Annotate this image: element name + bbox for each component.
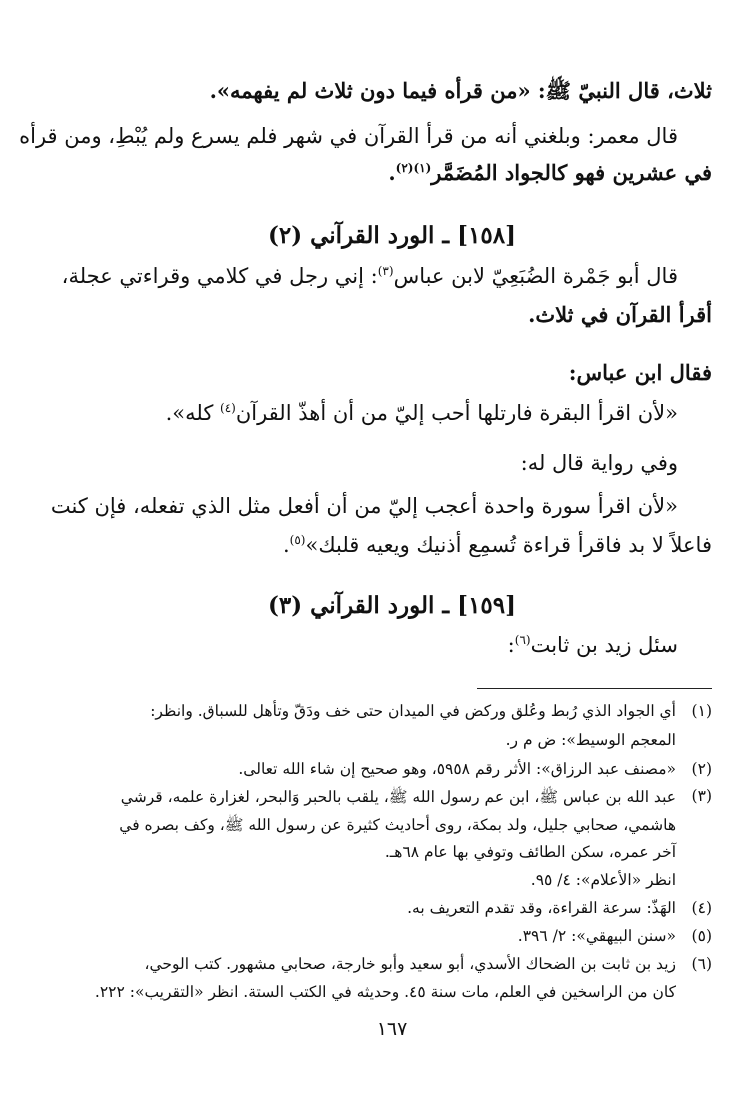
- footnote-text: آخر عمره، سكن الطائف وتوفي بها عام ٦٨هـ.: [384, 843, 676, 861]
- footnote-text: زيد بن ثابت بن الضحاك الأسدي، أبو سعيد وأبو خارجة، صحابي مشهور. كتب الوحي،: [144, 955, 676, 973]
- book-page: [19, 0, 712, 1110]
- paragraph-line: قال معمر: وبلغني أنه من قرأ القرآن في شهر فلم يسرع ولم يُبْطِ، ومن قرأه: [19, 124, 678, 148]
- footnote-text: المعجم الوسيط»: ض م ر.: [505, 731, 676, 749]
- footnote-ref: (١)(٢): [395, 161, 432, 175]
- paragraph-line: قال أبو جَمْرة الضُبَعِيّ لابن عباس$^{(٣)}$: إني رجل في كلامي وقراءتي عجلة،: [61, 264, 678, 288]
- subheading: فقال ابن عباس:: [568, 360, 712, 385]
- paragraph-line: «لأن اقرأ البقرة فارتلها أحب إليّ من أن أهذّ القرآن$^{(٤)}$ كله».: [165, 401, 678, 425]
- footnote-ref: (٣): [377, 264, 394, 278]
- paragraph-line: «لأن اقرأ سورة واحدة أعجب إليّ من أن أفعل مثل الذي تفعله، فإن كنت: [50, 494, 678, 518]
- section-heading: [١٥٩] ـ الورد القرآني (٣): [267, 592, 517, 619]
- footnote-ref: (٤): [220, 401, 236, 415]
- section-heading: [١٥٨] ـ الورد القرآني (٢): [267, 222, 517, 249]
- footnote-number: (٣): [691, 787, 712, 805]
- footnote-text: كان من الراسخين في العلم، مات سنة ٤٥. وحديثه في الكتب الستة. انظر «التقريب»: ٢٢٢.: [94, 983, 676, 1001]
- footnote-text: هاشمي، صحابي جليل، ولد بمكة، روى أحاديث كثيرة عن رسول الله ﷺ، وكف بصره في: [119, 816, 676, 834]
- footnote-number: (١): [691, 702, 712, 720]
- paragraph-line: فاعلاً لا بد فاقرأ قراءة تُسمِع أذنيك ويعيه قلبك»$^{(٥)}$.: [282, 533, 712, 557]
- page-number: ١٦٧: [376, 1018, 408, 1040]
- footnote-number: (٦): [691, 955, 712, 973]
- footnote-number: (٢): [691, 760, 712, 778]
- footnote-text: عبد الله بن عباس ﷺ، ابن عم رسول الله ﷺ، يلقب بالحبر وَالبحر، لغزارة علمه، قرشي: [120, 788, 676, 806]
- paragraph-line: سئل زيد بن ثابت$^{(٦)}$:: [507, 633, 678, 657]
- footnote-number: (٤): [691, 899, 712, 917]
- footnote-text: أي الجواد الذي رُبط وعُلق وركض في الميدان حتى خف ودَقّ وتأهل للسباق. وانظر:: [150, 702, 676, 720]
- footnote-text: «سنن البيهقي»: ٢/ ٣٩٦.: [517, 927, 676, 945]
- footnote-ref: (٥): [289, 533, 306, 547]
- footnote-text: الهَذّ: سرعة القراءة، وقد تقدم التعريف به.: [407, 899, 676, 917]
- paragraph-line: وفي رواية قال له:: [520, 451, 678, 475]
- footnote-number: (٥): [691, 927, 712, 945]
- footnote-ref: (٦): [514, 633, 531, 647]
- footnote-text: «مصنف عبد الرزاق»: الأثر رقم ٥٩٥٨، وهو صحيح إن شاء الله تعالى.: [238, 760, 676, 778]
- paragraph-line: ثلاث، قال النبيّ ﷺ: «من قرأه فيما دون ثلاث لم يفهمه».: [209, 78, 712, 103]
- footnote-text: انظر «الأعلام»: ٤/ ٩٥.: [530, 871, 676, 889]
- paragraph-line: في عشرين فهو كالجواد المُضَمَّر$^{(١)(٢)}$.: [388, 160, 712, 185]
- footnote-separator: [477, 688, 712, 689]
- paragraph-line: أقرأ القرآن في ثلاث.: [528, 302, 712, 327]
